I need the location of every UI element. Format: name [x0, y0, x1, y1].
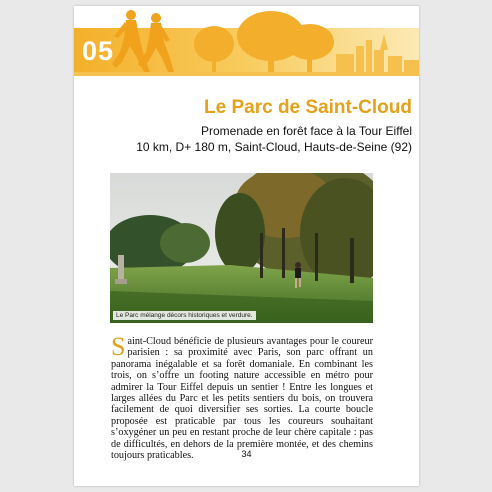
body-paragraph [111, 332, 373, 462]
photo-caption: Le Parc mélange décors historiques et verdure. [113, 311, 256, 320]
park-photo-illustration [110, 173, 373, 323]
banner-illustration [74, 6, 419, 76]
chapter-banner [74, 6, 419, 76]
route-details: 10 km, D+ 180 m, Saint-Cloud, Hauts-de-Seine (92) [136, 140, 412, 154]
page-title: Le Parc de Saint-Cloud [204, 97, 412, 118]
page-subtitle: Promenade en forêt face à la Tour Eiffel [200, 124, 412, 138]
park-photo [110, 173, 373, 323]
drop-cap: S [111, 332, 126, 361]
body-text: aint-Cloud bénéficie de plusieurs avantages pour le coureur parisien : sa proximité avec Paris, son parc offrant un panorama inégalable et sa forêt domaniale. En combinant les trois, on s’offre un footing nature accessible en métro pour admirer la Tour Eiffel depuis un sentier ! Entre les longues et larges allées du Parc et les petits sentiers du bois, on trouvera facilement de quoi diversifier ses sorties. La courte boucle proposée est praticable par tous les coureurs souhaitant s’oxygéner un peu en restant proche de leur chère capitale : pas de difficultés, en dehors de la première montée, et des chemins toujours praticables. [111, 336, 373, 462]
chapter-number: 05 [82, 36, 115, 66]
page-number: 34 [241, 449, 252, 459]
book-page [74, 6, 419, 486]
